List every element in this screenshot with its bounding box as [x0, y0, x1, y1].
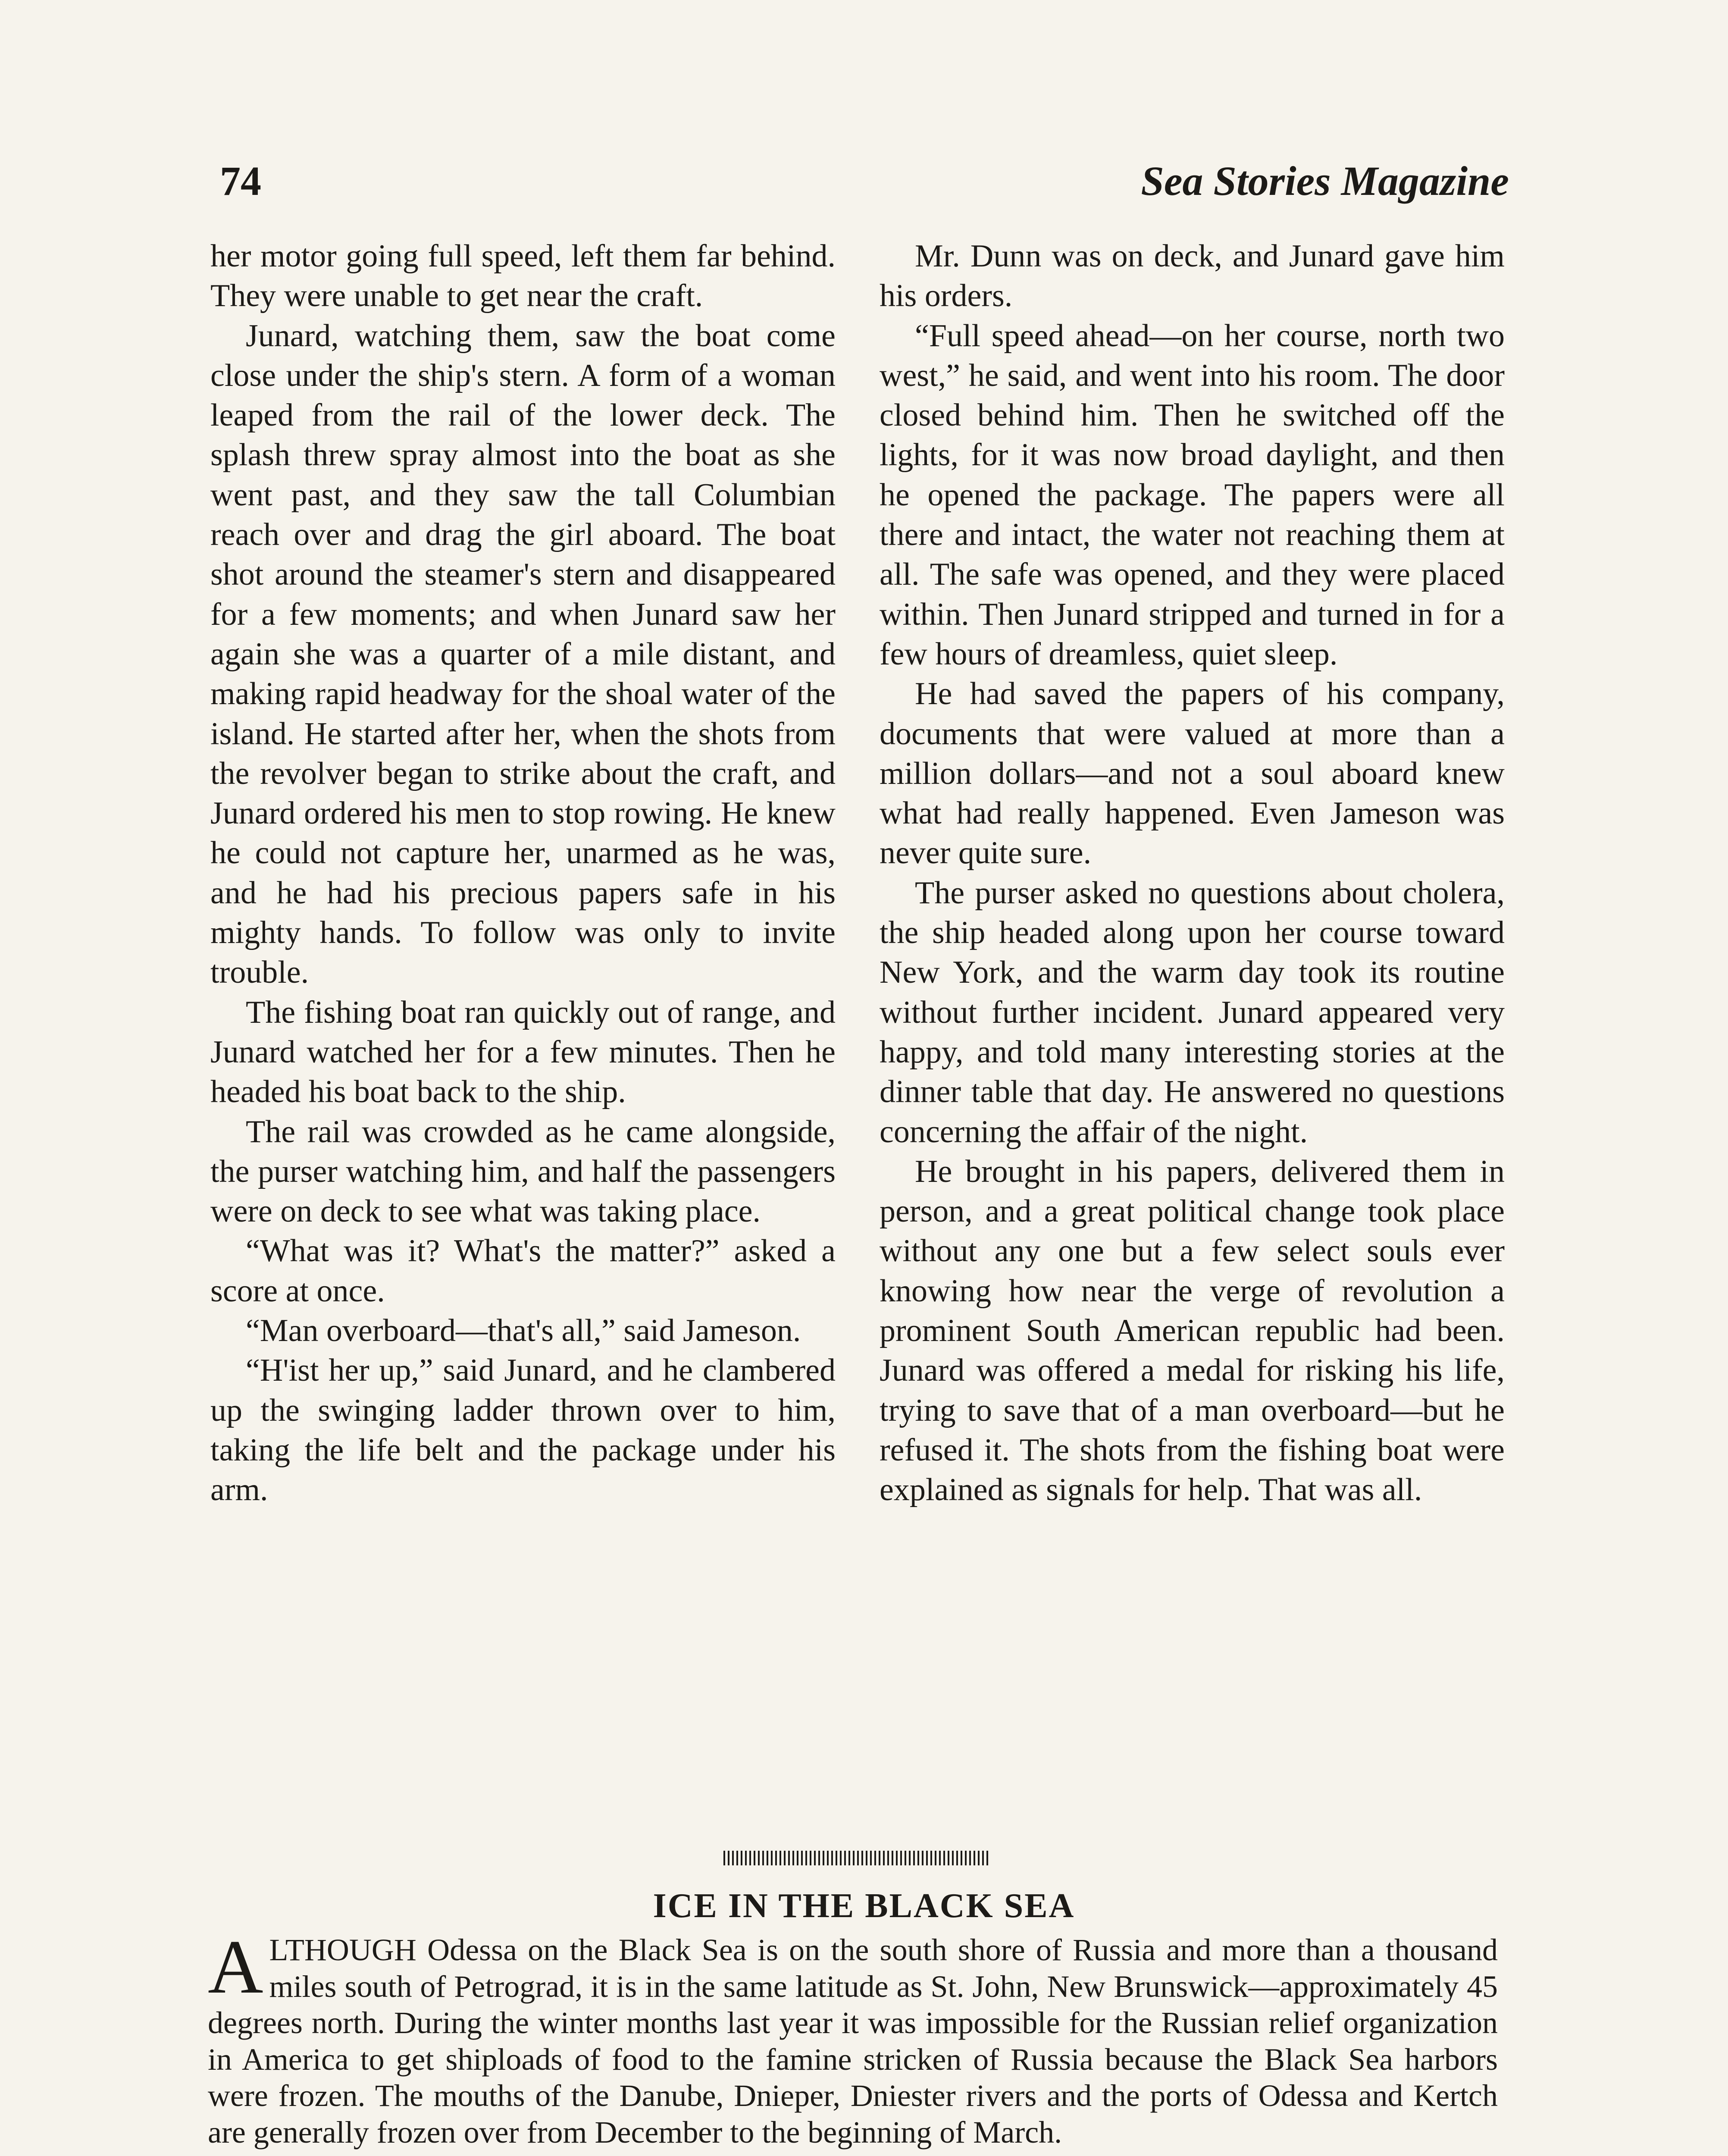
story-paragraph: Junard, watching them, saw the boat come close under the ship's stern. A form of a woman leaped from the rail of the lower deck. The splash threw spray almost into the boat as she went past, and they saw the tall Columbian reach over and drag the girl aboard. The boat shot around the steamer's stern and disappeared for a few moments; and when Junard saw her again she was a quarter of a mile distant, and making rapid headway for the shoal water of the island. He started after her, when the shots from the revolver began to strike about the craft, and Junard ordered his men to stop rowing. He knew he could not capture her, unarmed as he was, and he had his precious papers safe in his mighty hands. To follow was only to invite trouble. — [210, 318, 836, 990]
right-column — [880, 236, 1505, 1510]
section-divider — [723, 1851, 989, 1865]
article-title: ICE IN THE BLACK SEA — [653, 1887, 1075, 1925]
article-text: LTHOUGH Odessa on the Black Sea is on the south shore of Russia and more than a thousand miles south of Petrograd, it is in the same latitude as St. John, New Brunswick—approximately 45 degrees north. During the winter months last year it was impossible for the Russian relief organization in America to get shiploads of food to the famine stricken of Russia because the Black Sea harbors were frozen. The mouths of the Danube, Dnieper, Dniester rivers and the ports of Odessa and Kertch are generally frozen over from December to the beginning of March. — [208, 1933, 1498, 2150]
drop-cap: A — [208, 1924, 263, 2009]
story-paragraph: “Man overboard—that's all,” said Jameson. — [246, 1313, 801, 1349]
story-paragraph: The rail was crowded as he came alongside, the purser watching him, and half the passengers were on deck to see what was taking place. — [210, 1114, 836, 1229]
left-column — [210, 236, 836, 1510]
story-paragraph: He brought in his papers, delivered them in person, and a great political change took place without any one but a few select souls ever knowing how near the verge of revolution a prominent South American republic had been. Junard was offered a medal for risking his life, trying to save that of a man overboard—but he refused it. The shots from the fishing boat were explained as signals for help. That was all. — [880, 1153, 1505, 1508]
story-paragraph: “What was it? What's the matter?” asked a score at once. — [210, 1233, 836, 1309]
page-header — [216, 153, 1509, 218]
story-paragraph: “Full speed ahead—on her course, north two west,” he said, and went into his room. The door closed behind him. Then he switched off the lights, for it was now broad daylight, and then he opened the package. The papers were all there and intact, the water not reaching them at all. The safe was opened, and they were placed within. Then Junard stripped and turned in for a few hours of dreamless, quiet sleep. — [880, 318, 1505, 672]
story-paragraph: “H'ist her up,” said Junard, and he clambered up the swinging ladder thrown over to him, taking the life belt and the package under his arm. — [210, 1353, 836, 1508]
story-paragraph: The purser asked no questions about cholera, the ship headed along upon her course toward New York, and the warm day took its routine without further incident. Junard appeared very happy, and told many interesting stories at the dinner table that day. He answered no questions concerning the affair of the night. — [880, 875, 1505, 1150]
story-paragraph: her motor going full speed, left them far behind. They were unable to get near the craft. — [210, 238, 836, 314]
page-number: 74 — [220, 158, 261, 204]
story-paragraph: He had saved the papers of his company, documents that were valued at more than a million dollars—and not a soul aboard knew what had really happened. Even Jameson was never quite sure. — [880, 676, 1505, 871]
story-paragraph: Mr. Dunn was on deck, and Junard gave him his orders. — [880, 238, 1505, 314]
magazine-title: Sea Stories Magazine — [1141, 158, 1509, 204]
article-body — [208, 1924, 1498, 2150]
story-paragraph: The fishing boat ran quickly out of range, and Junard watched her for a few minutes. Then he headed his boat back to the ship. — [210, 994, 836, 1110]
